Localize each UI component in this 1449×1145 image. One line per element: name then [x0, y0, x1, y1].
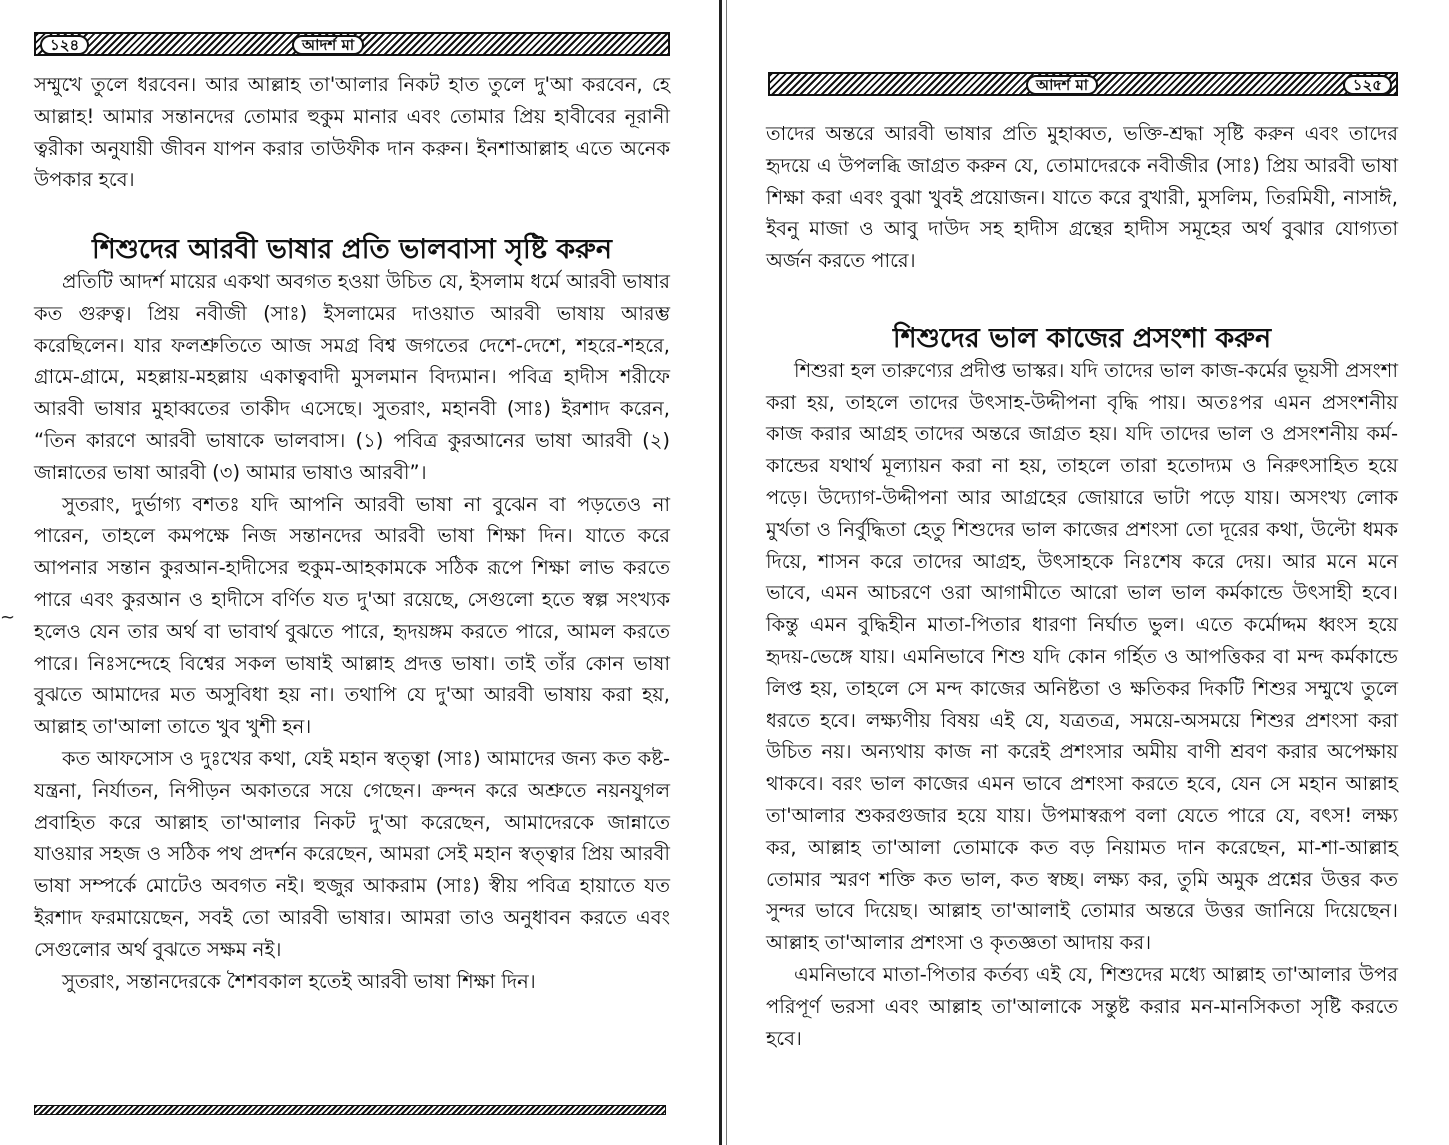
paragraph: সুতরাং, দুর্ভাগ্য বশতঃ যদি আপনি আরবী ভাষা না বুঝেন বা পড়তেও না পারেন, তাহলে কমপক্ষে নিজ সন্তানদের আরবী ভাষা শিক্ষা দিন। যাতে করে আপনার সন্তান কুরআন-হাদীসের হুকুম-আহকামকে সঠিক রূপে শিক্ষা লাভ করতে পারে এবং কুরআন ও হাদীসে বর্ণিত যত দু'আ রয়েছে, সেগুলো হতে স্বল্প সংখ্যক হলেও যেন তার অর্থ বা ভাবার্থ বুঝতে পারে, হৃদয়ঙ্গম করতে পারে, আমল করতে পারে। নিঃসন্দেহে বিশ্বের সকল ভাষাই আল্লাহ প্রদত্ত ভাষা। তাই তাঁর কোন ভাষা বুঝতে আমাদের মত অসুবিধা হয় না। তথাপি যে দু'আ আরবী ভাষায় করা হয়, আল্লাহ তা'আলা তাতে খুব খুশী হন। [34, 492, 670, 739]
paragraph: কত আফসোস ও দুঃখের কথা, যেই মহান স্বত্ত্বা (সাঃ) আমাদের জন্য কত কষ্ট-যন্ত্রনা, নির্যাতন, নিপীড়ন অকাতরে সয়ে গেছেন। ক্রন্দন করে অশ্রুতে নয়নযুগল প্রবাহিত করে আল্লাহ তা'আলার নিকট দু'আ করেছেন, আমাদেরকে জান্নাতে যাওয়ার সহজ ও সঠিক পথ প্রদর্শন করেছেন, আমরা সেই মহান স্বত্ত্বার প্রিয় আরবী ভাষা সম্পর্কে মোটেও অবগত নই। হুজুর আকরাম (সাঃ) স্বীয় পবিত্র হায়াতে যত ইরশাদ ফরমায়েছেন, সবই তো আরবী ভাষার। আমরা তাও অনুধাবন করতে এবং সেগুলোর অর্থ বুঝতে সক্ষম নই। [34, 746, 670, 961]
section-heading: শিশুদের আরবী ভাষার প্রতি ভালবাসা সৃষ্টি করুন [91, 234, 613, 266]
running-title: আদর্শ মা [1026, 75, 1098, 95]
section-heading: শিশুদের ভাল কাজের প্রসংশা করুন [892, 322, 1272, 354]
paragraph: সম্মুখে তুলে ধরবেন। আর আল্লাহ তা'আলার নিকট হাত তুলে দু'আ করবেন, হে আল্লাহ! আমার সন্তানদের তোমার হুকুম মানার এবং তোমার প্রিয় হাবীবের নূরানী ত্বরীকা অনুযায়ী জীবন যাপন করার তাউফীক দান করুন। ইনশাআল্লাহ এতে অনেক উপকার হবে। [34, 73, 670, 192]
paragraph: প্রতিটি আদর্শ মায়ের একথা অবগত হওয়া উচিত যে, ইসলাম ধর্মে আরবী ভাষার কত গুরুত্ব। প্রিয় নবীজী (সাঃ) ইসলামের দাওয়াত আরবী ভাষায় আরম্ভ করেছিলেন। যার ফলশ্রুতিতে আজ সমগ্র বিশ্ব জগতের দেশে-দেশে, শহরে-শহরে, গ্রামে-গ্রামে, মহল্লায়-মহল্লায় একাত্ববাদী মুসলমান বিদ্যমান। পবিত্র হাদীস শরীফে আরবী ভাষার মুহাব্বতের তাকীদ এসেছে। সুতরাং, মহানবী (সাঃ) ইরশাদ করেন, “তিন কারণে আরবী ভাষাকে ভালবাস। (১) পবিত্র কুরআনের ভাষা আরবী (২) জান্নাতের ভাষা আরবী (৩) আমার ভাষাও আরবী”। [34, 269, 670, 484]
left-page [0, 0, 724, 1145]
right-page-body [766, 118, 1398, 1054]
paragraph: শিশুরা হল তারুণ্যের প্রদীপ্ত ভাস্কর। যদি তাদের ভাল কাজ-কর্মের ভূয়সী প্রসংশা করা হয়, তাহলে তাদের উৎসাহ-উদ্দীপনা বৃদ্ধি পায়। অতঃপর এমন প্রসংশনীয় কাজ করার আগ্রহ তাদের অন্তরে জাগ্রত হয়। যদি তাদের ভাল ও প্রসংশনীয় কর্ম-কান্ডের যথার্থ মূল্যায়ন করা না হয়, তাহলে তারা হতোদ্যম ও নিরুৎসাহিত হয়ে পড়ে। উদ্যোগ-উদ্দীপনা আর আগ্রহের জোয়ারে ভাটা পড়ে যায়। অসংখ্য লোক মুর্খতা ও নির্বুদ্ধিতা হেতু শিশুদের ভাল কাজের প্রশংসা তো দূরের কথা, উল্টো ধমক দিয়ে, শাসন করে তাদের আগ্রহ, উৎসাহকে নিঃশেষ করে দেয়। আর মনে মনে ভাবে, এমন আচরণে ওরা আগামীতে আরো ভাল ভাল কর্মকান্ডে উৎসাহী হবে। কিন্তু এমন বুদ্ধিহীন মাতা-পিতার ধারণা নির্ঘাত ভুল। এতে কর্মোদ্দম ধ্বংস হয়ে হৃদয়-ভেঙ্গে যায়। এমনিভাবে শিশু যদি কোন গর্হিত ও আপত্তিকর বা মন্দ কর্মকান্ডে লিপ্ত হয়, তাহলে সে মন্দ কাজের অনিষ্টতা ও ক্ষতিকর দিকটি শিশুর সম্মুখে তুলে ধরতে হবে। লক্ষ্যণীয় বিষয় এই যে, যত্রতত্র, সময়ে-অসময়ে শিশুর প্রশংসা করা উচিত নয়। অন্যথায় কাজ না করেই প্রশংসার অমীয় বাণী শ্রবণ করার অপেক্ষায় থাকবে। বরং ভাল কাজের এমন ভাবে প্রশংসা করতে হবে, যেন সে মহান আল্লাহ তা'আলার শুকরগুজার হয়ে যায়। উপমাস্বরূপ বলা যেতে পারে যে, বৎস! লক্ষ্য কর, আল্লাহ তা'আলা তোমাকে কত বড় নিয়ামত দান করেছেন, মা-শা-আল্লাহ তোমার স্মরণ শক্তি কত ভাল, কত স্বচ্ছ। লক্ষ্য কর, তুমি অমুক প্রশ্নের উত্তর কত সুন্দর ভাবে দিয়েছ। আল্লাহ তা'আলাই তোমার অন্তরে উত্তর জানিয়ে দিয়েছেন। আল্লাহ তা'আলার প্রশংসা ও কৃতজ্ঞতা আদায় কর। [766, 358, 1398, 955]
paragraph: সুতরাং, সন্তানদেরকে শৈশবকাল হতেই আরবী ভাষা শিক্ষা দিন। [62, 969, 536, 993]
page-number: ১২৫ [1343, 75, 1392, 95]
left-page-header [34, 32, 670, 56]
running-title: আদর্শ মা [292, 35, 364, 55]
right-page [726, 0, 1449, 1145]
paragraph: তাদের অন্তরে আরবী ভাষার প্রতি মুহাব্বত, ভক্তি-শ্রদ্ধা সৃষ্টি করুন এবং তাদের হৃদয়ে এ উপলব্ধি জাগ্রত করুন যে, তোমাদেরকে নবীজীর (সাঃ) প্রিয় আরবী ভাষা শিক্ষা করা এবং বুঝা খুবই প্রয়োজন। যাতে করে বুখারী, মুসলিম, তিরমিযী, নাসাঈ, ইবনু মাজা ও আবু দাউদ সহ হাদীস গ্রন্থের হাদীস সমূহের অর্থ বুঝার যোগ্যতা অর্জন করতে পারে। [766, 122, 1398, 273]
paragraph: এমনিভাবে মাতা-পিতার কর্তব্য এই যে, শিশুদের মধ্যে আল্লাহ তা'আলার উপর পরিপূর্ণ ভরসা এবং আল্লাহ তা'আলাকে সন্তুষ্ট করার মন-মানসিকতা সৃষ্টি করতে হবে। [766, 962, 1398, 1050]
footer-ornament [34, 1105, 666, 1115]
left-page-body [34, 69, 670, 997]
margin-mark: ~ [0, 607, 16, 628]
right-page-header [768, 72, 1398, 96]
page-number: ১২৪ [40, 35, 89, 55]
